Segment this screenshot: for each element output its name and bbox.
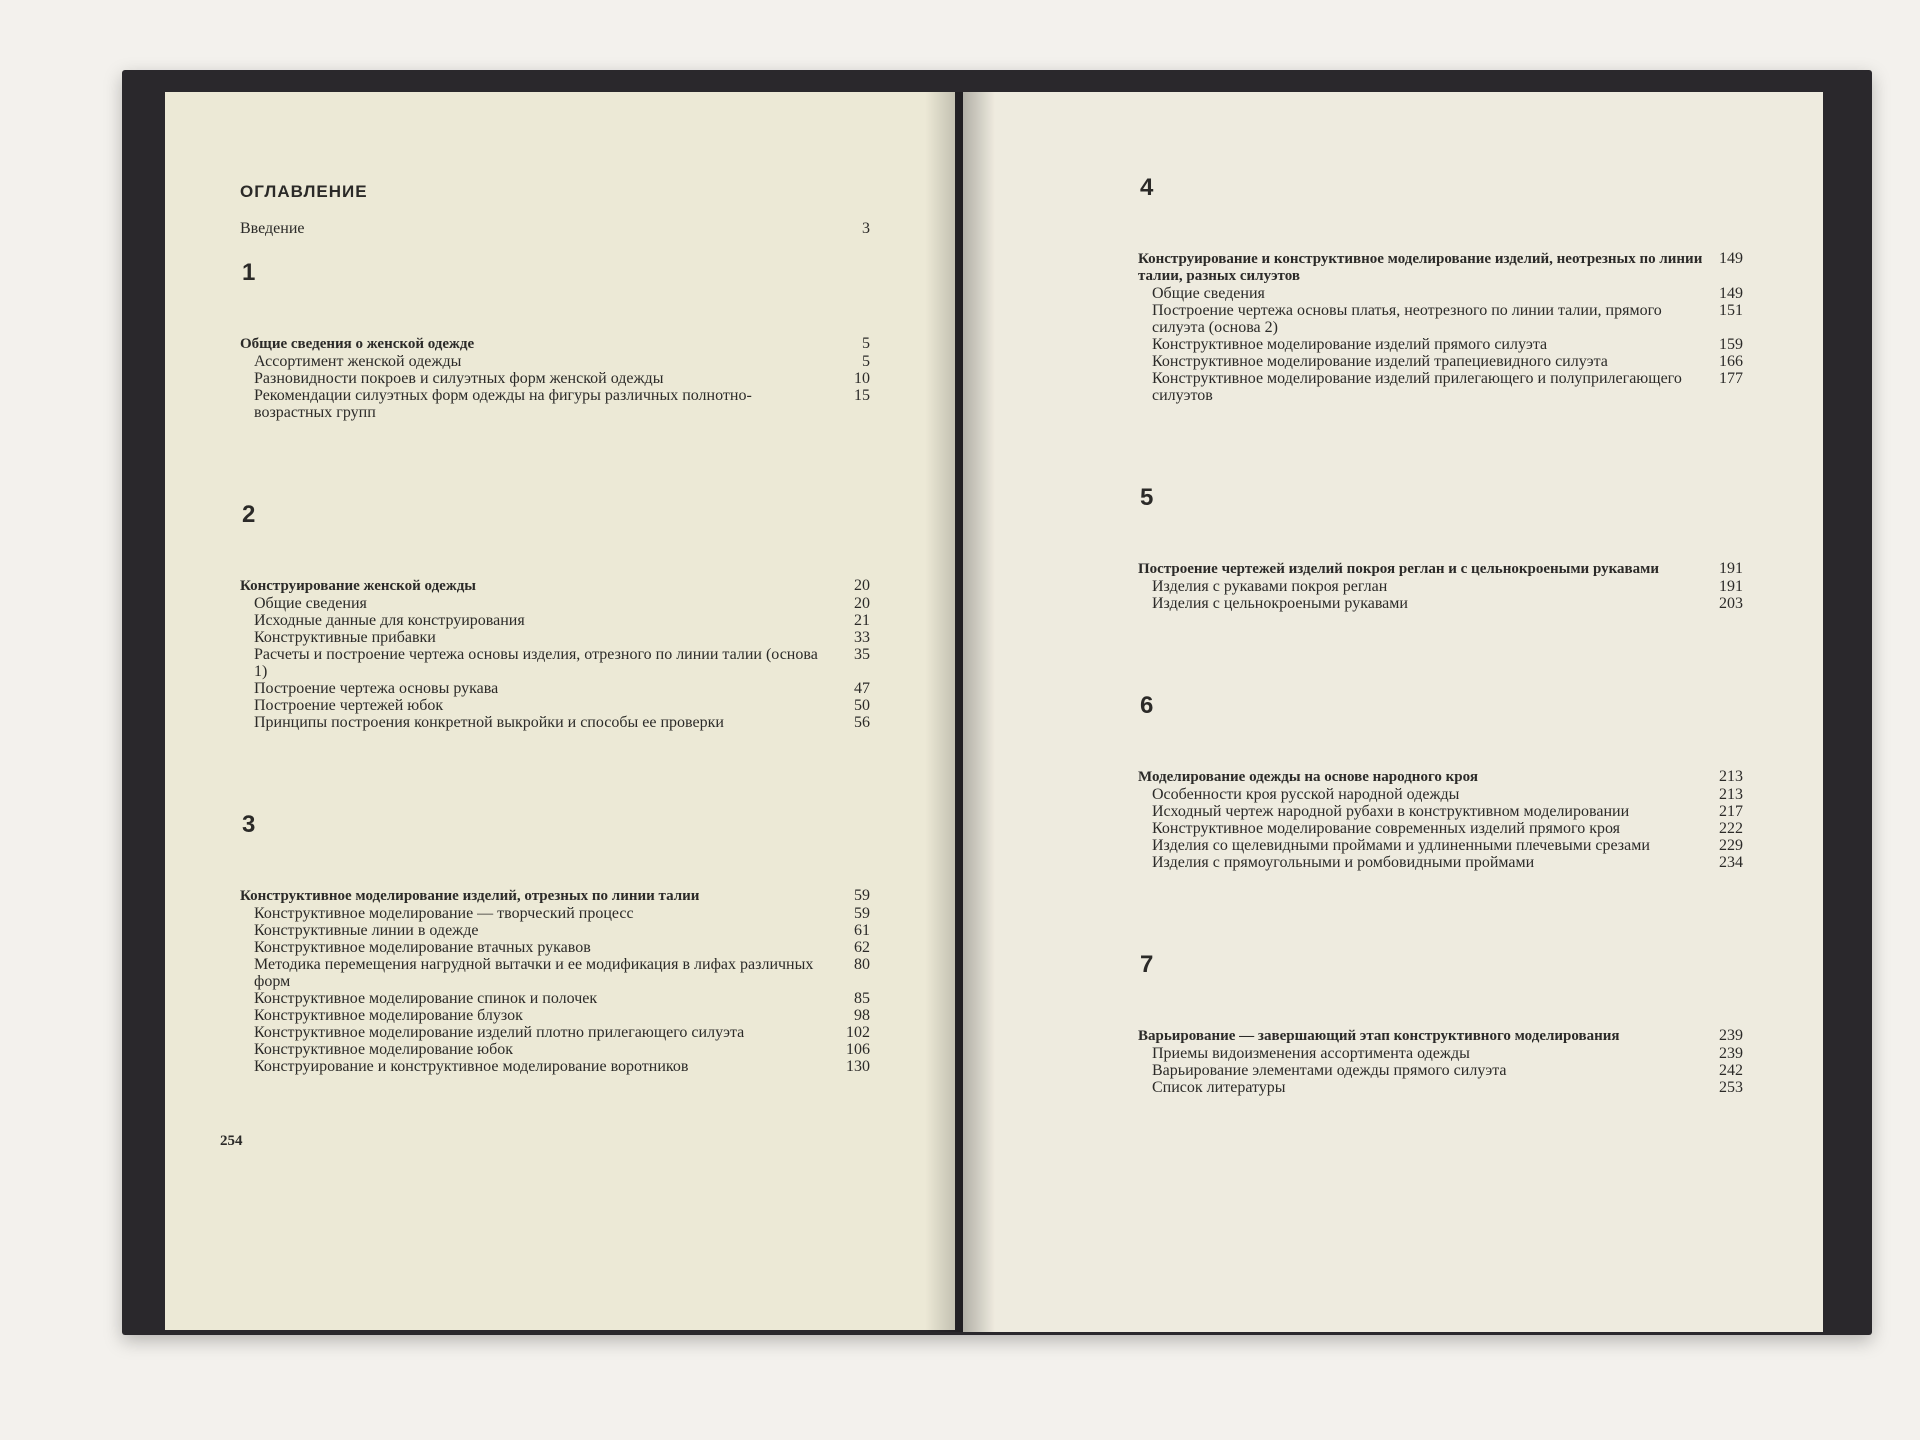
toc-entry-row <box>1138 1079 1743 1096</box>
toc-entry-page: 213 <box>1719 768 1743 785</box>
toc-entry-page: 213 <box>1719 786 1743 803</box>
toc-entry-title: Приемы видоизменения ассортимента одежды <box>1152 1045 1470 1062</box>
toc-entry-page: 191 <box>1719 560 1743 577</box>
toc-entry-page: 242 <box>1719 1062 1743 1079</box>
toc-entry-page: 217 <box>1719 803 1743 820</box>
toc-entry-title: Изделия с рукавами покроя реглан <box>1152 578 1388 595</box>
toc-entry-title: Разновидности покроев и силуэтных форм женской одежды <box>254 370 664 387</box>
toc-entry-row <box>240 370 870 387</box>
toc-entry-page: 5 <box>862 353 870 370</box>
toc-intro-title: Введение <box>240 220 305 237</box>
toc-entry-title: Конструктивное моделирование современных изделий прямого кроя <box>1152 820 1621 837</box>
toc-entry-page: 151 <box>1719 302 1743 319</box>
toc-entry-title: Построение чертежа основы платья, неотрезного по линии талии, прямого силуэта (основа 2) <box>1152 302 1662 336</box>
toc-entry-title: Список литературы <box>1152 1079 1286 1096</box>
toc-entry-title: Конструктивное моделирование блузок <box>254 1007 523 1024</box>
chapter-heading-row <box>1138 560 1743 578</box>
toc-entry-page: 80 <box>854 956 870 973</box>
toc-entry-row <box>240 697 870 714</box>
toc-entry-page: 85 <box>854 990 870 1007</box>
chapter-spacer <box>1138 1096 1743 1154</box>
toc-entry-title: Методика перемещения нагрудной вытачки и ее модификация в лифах различных форм <box>254 956 814 990</box>
toc-entry-title: Конструктивное моделирование изделий трапециевидного силуэта <box>1152 353 1608 370</box>
chapter-number: 3 <box>242 811 256 838</box>
toc-intro-row <box>240 220 870 237</box>
toc-entry-row <box>240 646 870 680</box>
toc-entry-page: 21 <box>854 612 870 629</box>
toc-entry-page: 15 <box>854 387 870 404</box>
toc-entry-page: 149 <box>1719 285 1743 302</box>
toc-entry-title: Особенности кроя русской народной одежды <box>1152 786 1460 803</box>
page-number: 254 <box>220 1133 243 1149</box>
toc-intro-page: 3 <box>862 220 870 237</box>
toc-entry-row <box>240 595 870 612</box>
toc-entry-page: 159 <box>1719 336 1743 353</box>
chapter-number: 2 <box>242 501 256 528</box>
toc-entry-page: 35 <box>854 646 870 663</box>
toc-entry-title: Конструктивное моделирование — творческий процесс <box>254 905 634 922</box>
chapter-spacer <box>1138 612 1743 670</box>
toc-entry-row <box>240 922 870 939</box>
left-page <box>165 92 955 1330</box>
toc-entry-row <box>240 1007 870 1024</box>
toc-entry-title: Исходный чертеж народной рубахи в конструктивном моделировании <box>1152 803 1630 820</box>
chapter-heading-row <box>1138 250 1743 285</box>
toc-entry-title: Исходные данные для конструирования <box>254 612 525 629</box>
toc-entry-page: 253 <box>1719 1079 1743 1096</box>
chapter-heading-row <box>240 887 870 905</box>
toc-entry-page: 59 <box>854 887 870 904</box>
toc-entry-page: 5 <box>862 335 870 352</box>
toc-entry-page: 203 <box>1719 595 1743 612</box>
toc-entry-page: 191 <box>1719 578 1743 595</box>
toc-entry-page: 47 <box>854 680 870 697</box>
toc-entry-row <box>1138 353 1743 370</box>
toc-entry-title: Принципы построения конкретной выкройки и способы ее проверки <box>254 714 724 731</box>
chapter-heading-row <box>1138 1027 1743 1045</box>
toc-entry-page: 166 <box>1719 353 1743 370</box>
toc-entry-row <box>1138 1045 1743 1062</box>
toc-entry-page: 61 <box>854 922 870 939</box>
toc-entry-row <box>240 990 870 1007</box>
toc-entry-title: Конструирование и конструктивное моделирование воротников <box>254 1058 689 1075</box>
toc-entry-title: Варьирование — завершающий этап конструктивного моделирования <box>1138 1028 1620 1044</box>
toc-entry-title: Рекомендации силуэтных форм одежды на фигуры различных полнотно-возрастных групп <box>254 387 752 421</box>
toc-entry-row <box>240 714 870 731</box>
toc-entry-title: Конструктивные прибавки <box>254 629 436 646</box>
toc-entry-page: 229 <box>1719 837 1743 854</box>
toc-entry-row <box>240 387 870 421</box>
toc-entry-title: Конструирование и конструктивное моделирование изделий, неотрезных по линии талии, разных силуэтов <box>1138 251 1703 284</box>
right-page <box>963 92 1823 1332</box>
chapter-spacer <box>240 1075 870 1133</box>
toc-entry-title: Изделия со щелевидными проймами и удлиненными плечевыми срезами <box>1152 837 1650 854</box>
chapter-number: 6 <box>1140 692 1154 719</box>
toc-title: ОГЛАВЛЕНИЕ <box>240 182 368 201</box>
toc-entry-page: 20 <box>854 577 870 594</box>
toc-entry-page: 102 <box>846 1024 870 1041</box>
toc-entry-row <box>1138 370 1743 404</box>
toc-entry-row <box>240 939 870 956</box>
left-toc <box>240 182 870 1133</box>
chapter-spacer <box>1138 871 1743 929</box>
toc-entry-row <box>240 353 870 370</box>
toc-entry-title: Конструктивное моделирование изделий прямого силуэта <box>1152 336 1548 353</box>
toc-entry-title: Конструктивное моделирование спинок и полочек <box>254 990 598 1007</box>
toc-entry-row <box>1138 820 1743 837</box>
toc-entry-page: 239 <box>1719 1027 1743 1044</box>
toc-entry-title: Ассортимент женской одежды <box>254 353 462 370</box>
toc-entry-row <box>1138 336 1743 353</box>
toc-entry-page: 62 <box>854 939 870 956</box>
toc-entry-row <box>1138 578 1743 595</box>
toc-entry-title: Моделирование одежды на основе народного кроя <box>1138 769 1478 785</box>
toc-entry-title: Общие сведения о женской одежде <box>240 336 475 352</box>
toc-entry-page: 20 <box>854 595 870 612</box>
toc-entry-title: Построение чертежа основы рукава <box>254 680 499 697</box>
toc-entry-title: Конструктивное моделирование юбок <box>254 1041 514 1058</box>
toc-entry-page: 149 <box>1719 250 1743 267</box>
toc-entry-page: 59 <box>854 905 870 922</box>
toc-entry-row <box>240 1058 870 1075</box>
toc-entry-row <box>1138 285 1743 302</box>
chapter-number: 4 <box>1140 174 1154 201</box>
toc-entry-title: Расчеты и построение чертежа основы изделия, отрезного по линии талии (основа 1) <box>254 646 818 680</box>
right-chapters <box>1138 152 1743 1154</box>
toc-entry-page: 239 <box>1719 1045 1743 1062</box>
book-gutter <box>925 92 995 1332</box>
toc-entry-page: 222 <box>1719 820 1743 837</box>
chapter-number: 5 <box>1140 484 1154 511</box>
toc-entry-page: 177 <box>1719 370 1743 387</box>
chapter-heading-row <box>240 577 870 595</box>
toc-entry-row <box>240 612 870 629</box>
left-chapters <box>240 259 870 1133</box>
toc-entry-row <box>240 629 870 646</box>
chapter-spacer <box>240 421 870 479</box>
toc-entry-page: 106 <box>846 1041 870 1058</box>
toc-entry-title: Конструктивное моделирование изделий, отрезных по линии талии <box>240 888 700 904</box>
chapter-heading-row <box>1138 768 1743 786</box>
toc-entry-row <box>240 1024 870 1041</box>
toc-entry-row <box>240 956 870 990</box>
toc-entry-row <box>1138 803 1743 820</box>
toc-entry-title: Конструирование женской одежды <box>240 578 476 594</box>
toc-entry-title: Общие сведения <box>1152 285 1265 302</box>
toc-entry-row <box>1138 837 1743 854</box>
toc-entry-page: 10 <box>854 370 870 387</box>
toc-entry-row <box>1138 1062 1743 1079</box>
toc-entry-title: Конструктивное моделирование изделий прилегающего и полуприлегающего силуэтов <box>1152 370 1682 404</box>
toc-entry-row <box>240 1041 870 1058</box>
toc-entry-page: 234 <box>1719 854 1743 871</box>
toc-entry-row <box>240 905 870 922</box>
chapter-spacer <box>1138 404 1743 462</box>
toc-entry-page: 56 <box>854 714 870 731</box>
toc-entry-page: 130 <box>846 1058 870 1075</box>
toc-entry-row <box>1138 854 1743 871</box>
toc-entry-title: Конструктивные линии в одежде <box>254 922 479 939</box>
chapter-number: 1 <box>242 259 256 286</box>
toc-entry-title: Конструктивное моделирование изделий плотно прилегающего силуэта <box>254 1024 745 1041</box>
chapter-heading-row <box>240 335 870 353</box>
toc-entry-page: 98 <box>854 1007 870 1024</box>
chapter-number: 7 <box>1140 951 1154 978</box>
toc-entry-title: Изделия с прямоугольными и ромбовидными проймами <box>1152 854 1535 871</box>
toc-entry-page: 33 <box>854 629 870 646</box>
toc-entry-title: Конструктивное моделирование втачных рукавов <box>254 939 591 956</box>
chapter-spacer <box>240 731 870 789</box>
toc-entry-title: Построение чертежей изделий покроя реглан и с цельнокроеными рукавами <box>1138 561 1659 577</box>
toc-entry-row <box>1138 595 1743 612</box>
toc-entry-title: Общие сведения <box>254 595 367 612</box>
toc-entry-title: Варьирование элементами одежды прямого силуэта <box>1152 1062 1507 1079</box>
toc-entry-row <box>240 680 870 697</box>
toc-entry-row <box>1138 786 1743 803</box>
toc-entry-title: Изделия с цельнокроеными рукавами <box>1152 595 1408 612</box>
toc-entry-title: Построение чертежей юбок <box>254 697 444 714</box>
toc-entry-row <box>1138 302 1743 336</box>
toc-entry-page: 50 <box>854 697 870 714</box>
